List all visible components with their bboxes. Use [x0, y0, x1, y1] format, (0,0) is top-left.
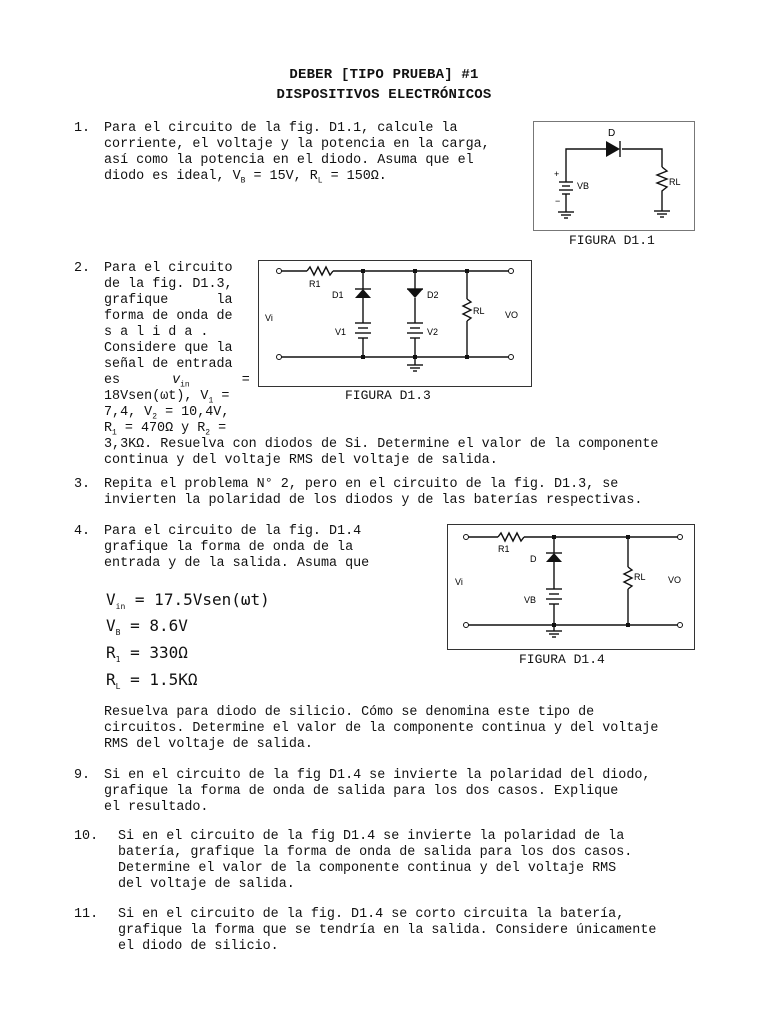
problem-3-line: invierten la polaridad de los diodos y de las baterías respectivas.	[104, 493, 643, 508]
problem-4-line: Para el circuito de la fig. D1.4	[104, 524, 362, 539]
d2-label: D2	[427, 290, 439, 300]
minus-sign: −	[555, 196, 561, 206]
problem-3-line: Repita el problema N° 2, pero en el circuito de la fig. D1.3, se	[104, 477, 619, 492]
problem-1-number: 1.	[74, 121, 91, 136]
problem-9-line: Si en el circuito de la fig D1.4 se invierte la polaridad del diodo,	[104, 768, 651, 783]
v1-label: V1	[335, 327, 347, 337]
equation-r1: $R_1 = 330\Omega$	[106, 643, 188, 665]
problem-10-line: Si en el circuito de la fig D1.4 se invierte la polaridad de la	[118, 829, 625, 844]
problem-2-line: $R_1 = 470\Omega$ y $R_2$ =	[104, 421, 227, 438]
problem-2-line: Para el circuito	[104, 261, 233, 276]
problem-4-line: Resuelva para diodo de silicio. Cómo se denomina este tipo de	[104, 705, 595, 720]
vo-label: VO	[505, 310, 519, 320]
battery-label: VB	[524, 595, 537, 605]
problem-10-number: 10.	[74, 829, 99, 844]
problem-10-line: batería, grafique la forma de onda de salida para los dos casos.	[118, 845, 633, 860]
problem-4-line: entrada y de la salida. Asuma que	[104, 556, 370, 571]
resistor-label: RL	[669, 177, 681, 187]
figure-d1-3-caption: FIGURA D1.3	[345, 388, 431, 403]
problem-1-line: así como la potencia en el diodo. Asuma que el	[104, 153, 474, 168]
vo-label: VO	[668, 575, 682, 585]
problem-2-line: 18Vsen(ωt), $V_1$ =	[104, 389, 230, 406]
problem-2-line: señal de entrada	[104, 357, 233, 372]
circuit-d1-4-diagram	[448, 525, 694, 649]
rl-label: RL	[473, 306, 485, 316]
v2-label: V2	[427, 327, 439, 337]
figure-d1-1	[533, 121, 695, 231]
figure-d1-1-caption: FIGURA D1.1	[569, 233, 655, 248]
problem-2-number: 2.	[74, 261, 91, 276]
page-subtitle: DISPOSITIVOS ELECTRÓNICOS	[276, 87, 492, 103]
problem-3-number: 3.	[74, 477, 91, 492]
circuit-d1-1-diagram	[534, 122, 694, 230]
problem-11-line: grafique la forma que se tendría en la salida. Considere únicamente	[118, 923, 657, 938]
problem-9-line: el resultado.	[104, 800, 209, 815]
rl-label: RL	[634, 572, 646, 582]
figure-d1-3	[258, 260, 532, 387]
problem-2-line: 3,3KΩ. Resuelva con diodos de Si. Determine el valor de la componente	[104, 437, 659, 452]
problem-2-line: continua y del voltaje RMS del voltaje de salida.	[104, 453, 498, 468]
problem-2-line: Considere que la	[104, 341, 233, 356]
problem-4-line: grafique la forma de onda de la	[104, 540, 354, 555]
problem-11-number: 11.	[74, 907, 99, 922]
problem-4-number: 4.	[74, 524, 91, 539]
diode-label: D	[608, 128, 616, 139]
problem-9-line: grafique la forma de onda de salida para los dos casos. Explique	[104, 784, 619, 799]
problem-4-line: circuitos. Determine el valor de la componente continua y del voltaje	[104, 721, 659, 736]
figure-d1-4-caption: FIGURA D1.4	[519, 652, 605, 667]
diode-label: D	[530, 554, 537, 564]
problem-2-line: forma de onda de	[104, 309, 233, 324]
equation-vb: $V_B = 8.6V$	[106, 616, 188, 638]
problem-11-line: Si en el circuito de la fig. D1.4 se corto circuita la batería,	[118, 907, 625, 922]
circuit-d1-3-diagram	[259, 261, 531, 386]
figure-d1-4	[447, 524, 695, 650]
problem-10-line: Determine el valor de la componente continua y del voltaje RMS	[118, 861, 617, 876]
problem-2-line: es $v_{in}$ =	[104, 373, 250, 390]
r1-label: R1	[498, 544, 510, 554]
problem-2-line: de la fig. D1.3,	[104, 277, 233, 292]
vi-label: Vi	[455, 577, 463, 587]
equation-vin: $V_{in}$ = 17.5Vsen(ωt)	[106, 590, 270, 612]
page-title: DEBER [TIPO PRUEBA] #1	[289, 67, 479, 83]
problem-1-line: corriente, el voltaje y la potencia en la carga,	[104, 137, 490, 152]
plus-sign: +	[554, 169, 560, 179]
equation-rl: $R_L = 1.5K\Omega$	[106, 670, 198, 692]
vi-label: Vi	[265, 313, 273, 323]
problem-9-number: 9.	[74, 768, 91, 783]
problem-1-line: diodo es ideal, $V_B = 15V$, $R_L = 150\Omega$.	[104, 169, 387, 186]
problem-2-line: 7,4, $V_2 = 10,4V$,	[104, 405, 230, 422]
problem-10-line: del voltaje de salida.	[118, 877, 295, 892]
r1-label: R1	[309, 279, 321, 289]
d1-label: D1	[332, 290, 344, 300]
problem-2-line: grafique la	[104, 293, 233, 308]
problem-4-line: RMS del voltaje de salida.	[104, 737, 313, 752]
problem-11-line: el diodo de silicio.	[118, 939, 279, 954]
problem-1-line: Para el circuito de la fig. D1.1, calcule la	[104, 121, 458, 136]
problem-2-line: s a l i d a .	[104, 325, 209, 340]
battery-label: VB	[577, 181, 590, 191]
